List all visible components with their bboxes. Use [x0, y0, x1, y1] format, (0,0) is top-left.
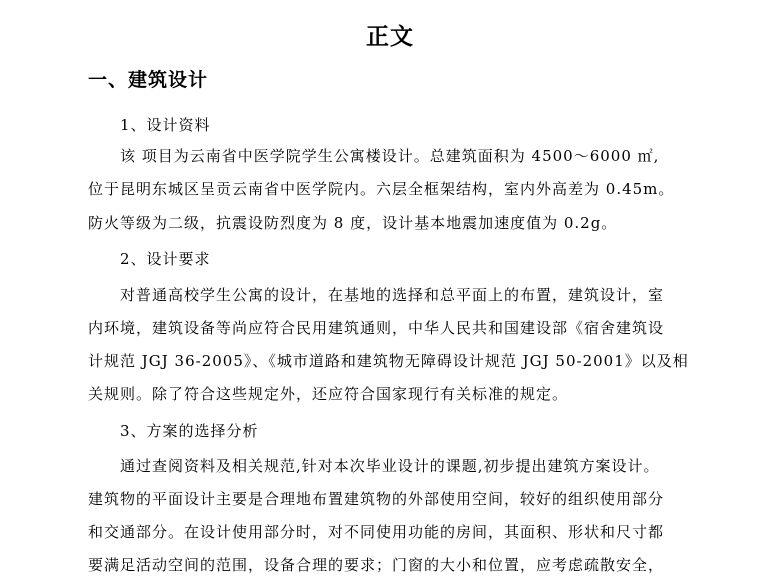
- paragraph-line: 对普通高校学生公寓的设计，在基地的选择和总平面上的布置，建筑设计，室: [120, 286, 665, 304]
- paragraph-line: 建筑物的平面设计主要是合理地布置建筑物的外部使用空间，较好的组织使用部分: [88, 490, 665, 508]
- subsection-heading-design-data: 1、设计资料: [120, 116, 211, 134]
- paragraph-line: 要满足活动空间的范围，设备合理的要求；门窗的大小和位置，应考虑疏散安全，: [88, 556, 665, 574]
- paragraph-line: 计规范 JGJ 36-2005》、《城市道路和建筑物无障碍设计规范 JGJ 50-2001》以及相: [88, 352, 689, 370]
- document-title: 正文: [366, 23, 414, 50]
- subsection-heading-design-requirements: 2、设计要求: [120, 250, 211, 268]
- paragraph-line: 关规则。除了符合这些规定外，还应符合国家现行有关标准的规定。: [88, 385, 569, 403]
- paragraph-line: 通过查阅资料及相关规范,针对本次毕业设计的课题,初步提出建筑方案设计。: [120, 457, 660, 475]
- paragraph-line: 和交通部分。在设计使用部分时，对不同使用功能的房间，其面积、形状和尺寸都: [88, 523, 665, 541]
- paragraph-line: 该 项目为云南省中医学院学生公寓楼设计。总建筑面积为 4500～6000 ㎡,: [120, 147, 660, 165]
- paragraph-line: 位于昆明东城区呈贡云南省中医学院内。六层全框架结构，室内外高差为 0.45m。: [88, 180, 675, 198]
- paragraph-line: 内环境，建筑设备等尚应符合民用建筑通则，中华人民共和国建设部《宿舍建筑设: [88, 319, 665, 337]
- subsection-heading-scheme-analysis: 3、方案的选择分析: [120, 422, 259, 440]
- section-heading: 一、建筑设计: [88, 69, 209, 91]
- paragraph-line: 防火等级为二级，抗震设防烈度为 8 度，设计基本地震加速度值为 0.2g。: [88, 214, 618, 232]
